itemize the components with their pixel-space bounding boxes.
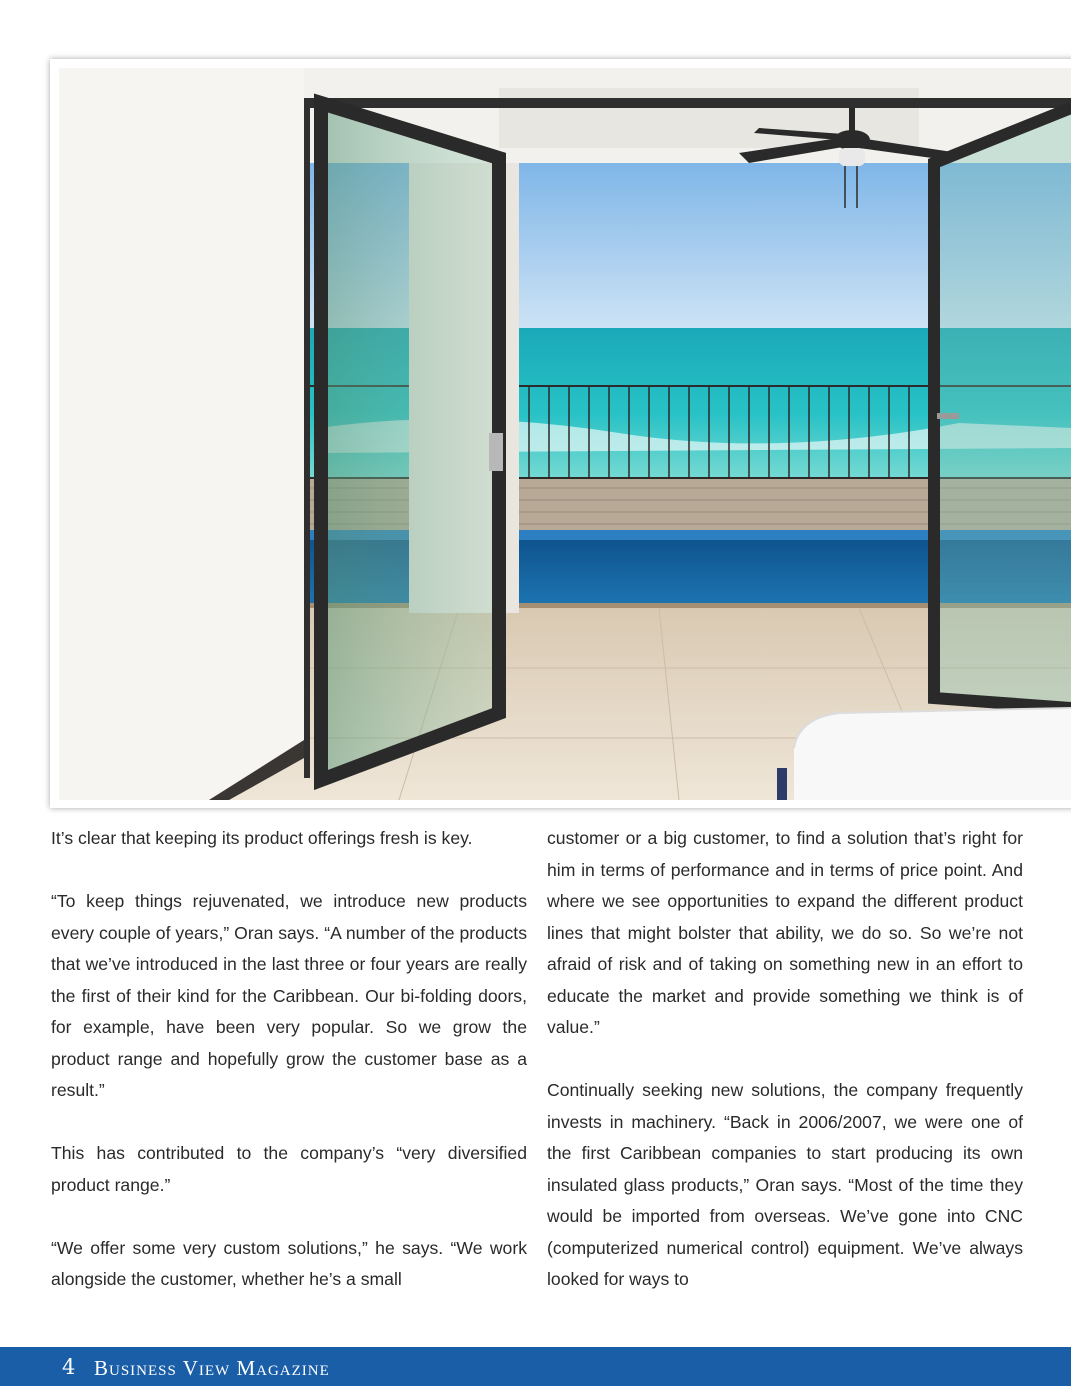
page-number: 4 — [62, 1355, 76, 1379]
paragraph: This has contributed to the company’s “very diversified product range.” — [51, 1143, 527, 1195]
paragraph: customer or a big customer, to find a solution that’s right for him in terms of performance and in terms of price point. And where we see opportunities to expand the different product lines that might bolster that ability, we do so. So we’re not afraid of risk and of taking on something new in an effort to educate the market and provide something we think is of value.” — [547, 828, 1023, 1037]
paragraph: “To keep things rejuvenated, we introduce new products every couple of years,” Oran says. “A number of the products that we’ve introduced in the last three or four years are really the first of their kind for the Caribbean. Our bi-folding doors, for example, have been very popular. So we grow the product range and hopefully grow the customer base as a result.” — [51, 891, 527, 1100]
paragraph: It’s clear that keeping its product offerings fresh is key. — [51, 828, 473, 848]
article-photo — [59, 68, 1071, 800]
paragraph: “We offer some very custom solutions,” he says. “We work alongside the customer, whether he’s a small — [51, 1237, 527, 1289]
footer-bar — [0, 1347, 1071, 1386]
paragraph: Continually seeking new solutions, the company frequently invests in machinery. “Back in 2006/2007, we were one of the first Caribbean companies to start producing its own insulated glass products,” Oran says. “Most of the time they would be imported from overseas. We’ve gone into CNC (computerized numerical control) equipment. We’ve always looked for ways to — [547, 1080, 1023, 1289]
article-column-right — [547, 823, 1023, 1327]
article-column-left — [51, 823, 527, 1327]
magazine-title: Business View Magazine — [94, 1356, 330, 1380]
photo-frame — [50, 59, 1071, 808]
